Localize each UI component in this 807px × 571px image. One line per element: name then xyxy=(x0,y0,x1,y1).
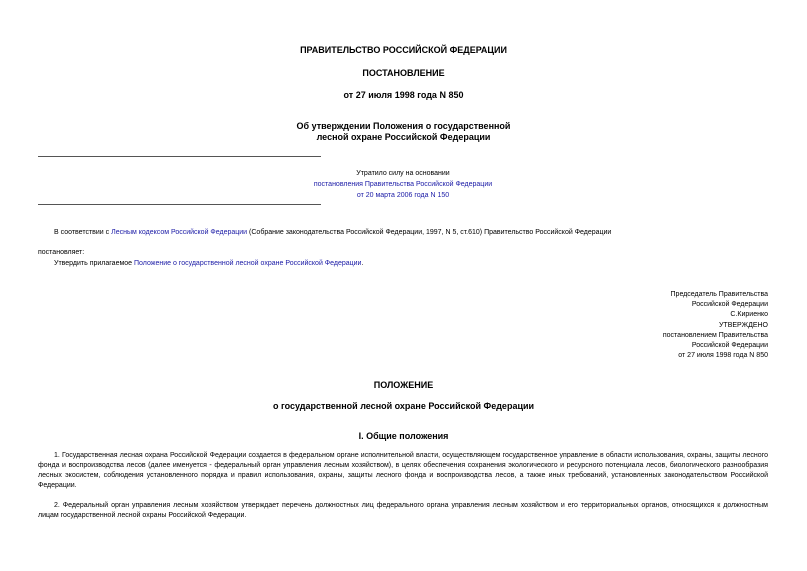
repeal-decree-date-link[interactable]: от 20 марта 2006 года N 150 xyxy=(356,192,450,199)
signature-line: от 27 июля 1998 года N 850 xyxy=(678,352,768,360)
signature-line: С.Кириенко xyxy=(730,311,768,319)
government-heading: ПРАВИТЕЛЬСТВО РОССИЙСКОЙ ФЕДЕРАЦИИ xyxy=(300,45,507,55)
preamble-text xyxy=(54,228,774,238)
status-note-link-line1[interactable] xyxy=(250,179,556,190)
repeal-decree-link[interactable]: постановления Правительства Российской Федерации xyxy=(313,181,493,188)
status-note-line1: Утратило силу на основании xyxy=(356,170,450,177)
decrees-text: постановляет: xyxy=(38,249,85,256)
regulation-title: ПОЛОЖЕНИЕ xyxy=(373,380,434,390)
approve-prefix: Утвердить прилагаемое xyxy=(54,260,135,267)
approve-text xyxy=(54,259,654,269)
doc-type-heading: ПОСТАНОВЛЕНИЕ xyxy=(362,68,445,78)
paragraph-2: 2. Федеральный орган управления лесным хозяйством утверждает перечень должностных лиц федерального органа управления лесным хозяйством и его территориальных органов, относящихся к должностным лицам государственной лесной охраны Российской Федерации. xyxy=(38,502,768,519)
preamble-prefix: В соответствии с xyxy=(54,229,112,236)
signature-line: УТВЕРЖДЕНО xyxy=(718,321,768,329)
paragraph-1: 1. Государственная лесная охрана Российской Федерации создается в федеральном органе исполнительной власти, осуществляющем государственное управление в области использования, охраны, защиты лесного фонда и воспроизводства лесов (далее именуется - федеральный орган управления лесным хозяйством), в целях обеспечения сохранения экологического и ресурсного потенциала лесов, биологического разнообразия лесных экосистем, соблюдения установленного порядка и правил использования, охраны, защиты лесного фонда и воспроизводства лесов, а также иных требований, установленных законодательством Российской Федерации. xyxy=(38,452,768,489)
signature-line: Российской Федерации xyxy=(691,301,768,309)
signature-line: Российской Федерации xyxy=(691,342,768,350)
signature-line: постановлением Правительства xyxy=(662,331,768,339)
regulation-subtitle: о государственной лесной охране Российской Федерации xyxy=(272,401,535,411)
divider-bottom xyxy=(38,204,321,205)
doc-title-line2: лесной охране Российской Федерации xyxy=(316,132,491,142)
doc-date-number: от 27 июля 1998 года N 850 xyxy=(343,90,464,100)
divider-top xyxy=(38,156,321,157)
doc-title-line1: Об утверждении Положения о государственной xyxy=(296,121,511,131)
preamble-suffix: (Собрание законодательства Российской Федерации, 1997, N 5, ст.610) Правительство Российской Федерации xyxy=(247,229,612,236)
regulation-link[interactable]: Положение о государственной лесной охране Российской Федерации xyxy=(134,260,362,267)
approve-suffix: . xyxy=(361,260,364,267)
section-heading: I. Общие положения xyxy=(358,431,449,441)
status-note-link-line2[interactable] xyxy=(250,190,556,201)
signature-block xyxy=(568,290,768,361)
forest-code-link[interactable]: Лесным кодексом Российской Федерации xyxy=(111,229,248,236)
signature-line: Председатель Правительства xyxy=(670,291,768,298)
